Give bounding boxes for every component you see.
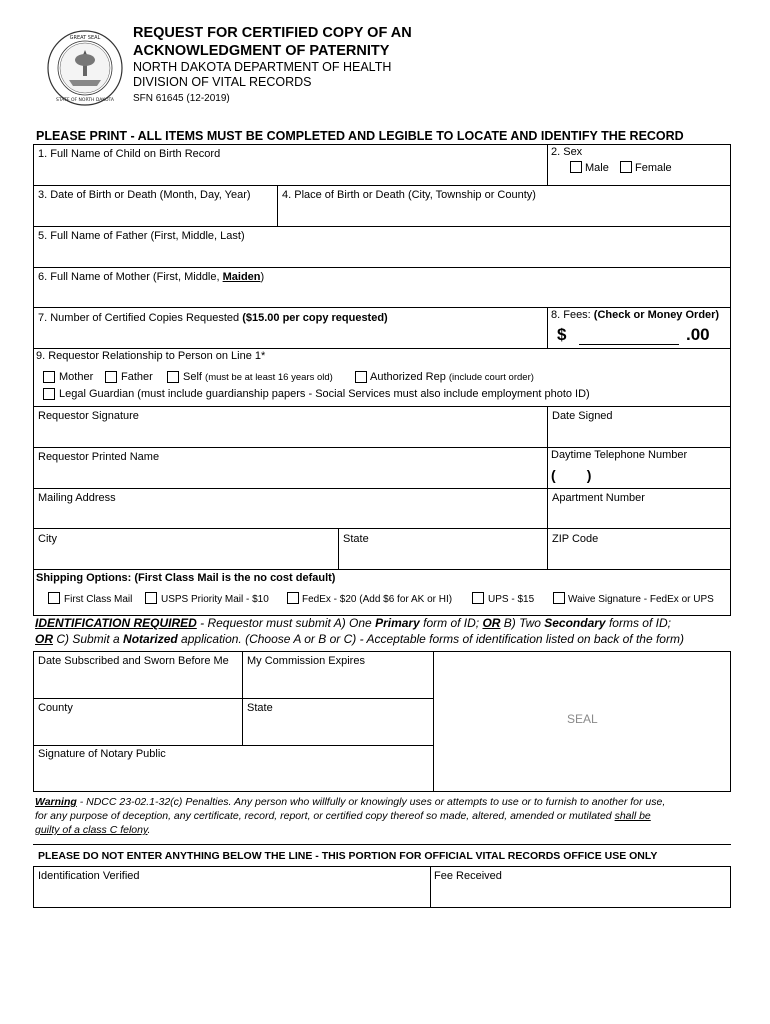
fees-label: 8. Fees: (Check or Money Order) bbox=[551, 309, 720, 321]
usps-priority-checkbox[interactable] bbox=[145, 592, 157, 604]
rel-father-label: Father bbox=[121, 371, 153, 383]
rel-legal-label: Legal Guardian (must include guardianship papers - Social Services must also include employment photo ID) bbox=[59, 388, 590, 400]
father-label: 5. Full Name of Father (First, Middle, Last) bbox=[38, 230, 245, 242]
fedex-checkbox[interactable] bbox=[287, 592, 299, 604]
relationship-label: 9. Requestor Relationship to Person on Line 1* bbox=[36, 350, 266, 362]
notary-signature-field[interactable] bbox=[34, 762, 432, 791]
male-label: Male bbox=[585, 162, 609, 174]
father-checkbox[interactable] bbox=[105, 371, 117, 383]
shipping-option-usps: USPS Priority Mail - $10 bbox=[161, 594, 269, 605]
mother-checkbox[interactable] bbox=[43, 371, 55, 383]
svg-text:GREAT SEAL: GREAT SEAL bbox=[69, 35, 101, 41]
requestor-printed-name-label: Requestor Printed Name bbox=[38, 451, 160, 463]
authorized-rep-checkbox[interactable] bbox=[355, 371, 367, 383]
mother-name-field[interactable] bbox=[34, 285, 730, 306]
rel-mother-label: Mother bbox=[59, 371, 94, 383]
department-info: NORTH DAKOTA DEPARTMENT OF HEALTH DIVISION OF VITAL RECORDS bbox=[133, 60, 392, 89]
child-name-label: 1. Full Name of Child on Birth Record bbox=[38, 148, 221, 160]
id-verified-label: Identification Verified bbox=[38, 870, 140, 882]
notary-county-field[interactable] bbox=[34, 716, 241, 744]
form-number: SFN 61645 (12-2019) bbox=[133, 93, 230, 104]
date-sworn-field[interactable] bbox=[34, 670, 241, 697]
date-sworn-label: Date Subscribed and Sworn Before Me bbox=[38, 655, 229, 667]
seal-placeholder: SEAL bbox=[567, 712, 598, 726]
fee-received-label: Fee Received bbox=[434, 870, 502, 882]
date-signed-label: Date Signed bbox=[552, 410, 613, 422]
dob-label: 3. Date of Birth or Death (Month, Day, Year) bbox=[38, 189, 251, 201]
copies-label: 7. Number of Certified Copies Requested ($15.00 per copy requested) bbox=[38, 312, 388, 324]
city-field[interactable] bbox=[34, 547, 337, 568]
zip-field[interactable] bbox=[548, 547, 730, 568]
notary-signature-label: Signature of Notary Public bbox=[38, 748, 166, 760]
warning-line2: for any purpose of deception, any certificate, record, report, or certified copy thereof so made, altered, amended or mutilated shall be bbox=[35, 810, 651, 822]
state-seal-logo bbox=[47, 30, 123, 106]
warning-line1: Warning - NDCC 23-02.1-32(c) Penalties. Any person who willfully or knowingly uses or attempts to use or to furnish to another for use, bbox=[35, 796, 666, 808]
rel-auth-label: Authorized Rep (include court order) bbox=[370, 371, 534, 383]
form-title: REQUEST FOR CERTIFIED COPY OF AN ACKNOWLEDGMENT OF PATERNITY bbox=[133, 25, 412, 59]
place-label: 4. Place of Birth or Death (City, Township or County) bbox=[282, 189, 536, 201]
svg-text:STATE OF NORTH DAKOTA: STATE OF NORTH DAKOTA bbox=[55, 98, 115, 103]
apartment-label: Apartment Number bbox=[552, 492, 645, 504]
print-instructions: PLEASE PRINT - ALL ITEMS MUST BE COMPLETED AND LEGIBLE TO LOCATE AND IDENTIFY THE RECORD bbox=[36, 129, 684, 143]
sex-label: 2. Sex bbox=[551, 146, 583, 158]
commission-expires-field[interactable] bbox=[243, 670, 432, 697]
mother-label: 6. Full Name of Mother (First, Middle, Maiden) bbox=[38, 271, 265, 283]
requestor-printed-name-field[interactable] bbox=[34, 465, 546, 487]
notary-state-label: State bbox=[247, 702, 273, 714]
zip-label: ZIP Code bbox=[552, 533, 599, 545]
fee-amount-line[interactable] bbox=[579, 344, 679, 345]
state-label: State bbox=[343, 533, 369, 545]
dob-field[interactable] bbox=[34, 203, 276, 225]
self-checkbox[interactable] bbox=[167, 371, 179, 383]
warning-line3: guilty of a class C felony. bbox=[35, 824, 151, 836]
shipping-option-ups: UPS - $15 bbox=[488, 594, 535, 605]
waive-signature-checkbox[interactable] bbox=[553, 592, 565, 604]
commission-expires-label: My Commission Expires bbox=[247, 655, 365, 667]
shipping-heading: Shipping Options: (First Class Mail is the no cost default) bbox=[36, 572, 336, 584]
rel-self-label: Self (must be at least 16 years old) bbox=[183, 371, 333, 383]
identification-instructions-line1: IDENTIFICATION REQUIRED - Requestor must submit A) One Primary form of ID; OR B) Two Secondary forms of ID; bbox=[35, 616, 671, 630]
father-name-field[interactable] bbox=[34, 244, 730, 266]
office-use-note: PLEASE DO NOT ENTER ANYTHING BELOW THE LINE - THIS PORTION FOR OFFICIAL VITAL RECORDS OFFICE USE ONLY bbox=[38, 850, 658, 862]
male-checkbox[interactable] bbox=[570, 161, 582, 173]
child-name-field[interactable] bbox=[34, 162, 546, 184]
phone-area-code[interactable]: ( ) bbox=[551, 467, 592, 483]
city-label: City bbox=[38, 533, 57, 545]
cents-label: .00 bbox=[686, 325, 710, 344]
first-class-checkbox[interactable] bbox=[48, 592, 60, 604]
female-checkbox[interactable] bbox=[620, 161, 632, 173]
apartment-field[interactable] bbox=[548, 506, 730, 527]
notary-county-label: County bbox=[38, 702, 73, 714]
daytime-phone-label: Daytime Telephone Number bbox=[551, 449, 688, 461]
shipping-option-first-class: First Class Mail bbox=[64, 594, 133, 605]
requestor-signature-label: Requestor Signature bbox=[38, 410, 139, 422]
legal-guardian-checkbox[interactable] bbox=[43, 388, 55, 400]
requestor-signature-field[interactable] bbox=[34, 424, 546, 446]
identification-instructions-line2: OR C) Submit a Notarized application. (Choose A or B or C) - Acceptable forms of identification listed on back of the form) bbox=[35, 632, 684, 646]
place-field[interactable] bbox=[278, 203, 730, 225]
ups-checkbox[interactable] bbox=[472, 592, 484, 604]
female-label: Female bbox=[635, 162, 672, 174]
mailing-address-label: Mailing Address bbox=[38, 492, 116, 504]
dollar-sign: $ bbox=[557, 325, 567, 344]
mailing-address-field[interactable] bbox=[34, 506, 546, 527]
shipping-option-fedex: FedEx - $20 (Add $6 for AK or HI) bbox=[302, 594, 453, 605]
state-field[interactable] bbox=[339, 547, 546, 568]
shipping-option-waive: Waive Signature - FedEx or UPS bbox=[568, 594, 714, 605]
notary-state-field[interactable] bbox=[243, 716, 432, 744]
date-signed-field[interactable] bbox=[548, 424, 730, 446]
